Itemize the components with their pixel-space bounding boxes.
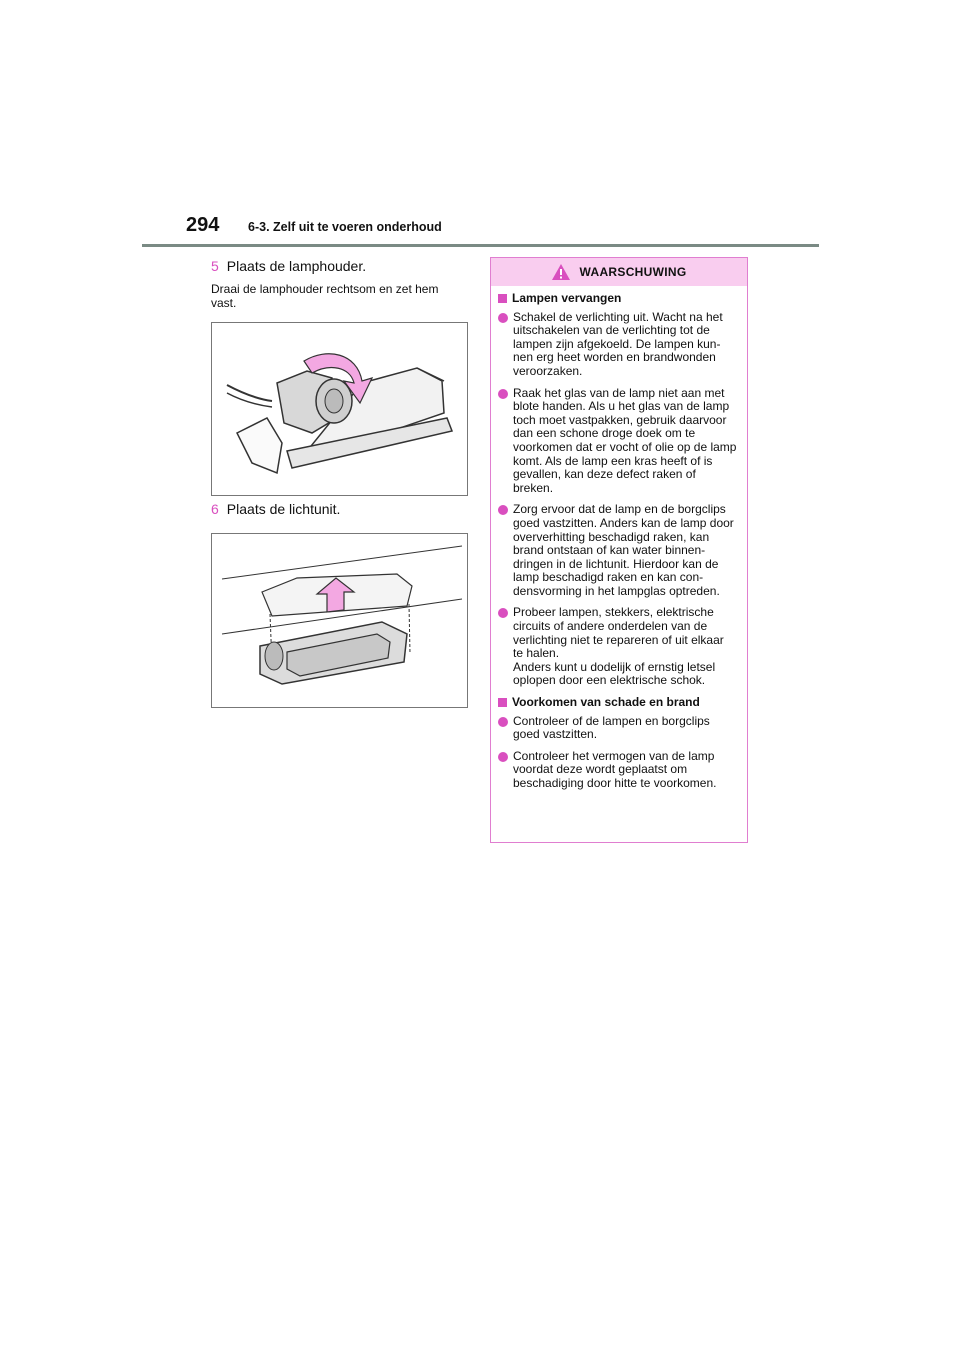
step-5	[211, 258, 366, 274]
warning-item: Probeer lampen, stekkers, elektrische circuits of andere onderdelen van de verlichting niet te repareren of uit elkaar te halen. Anders kunt u dodelijk of ernstig letsel oplopen door een elektrische schok.	[498, 606, 737, 688]
bullet-dot-icon	[498, 717, 508, 727]
warning-item: Schakel de verlichting uit. Wacht na het uitschakelen van de verlichting tot de lampen zijn afgekoeld. De lampen kun-nen erg heet worden en brandwonden veroorzaken.	[498, 311, 737, 379]
lamp-holder-illustration	[212, 323, 467, 495]
square-bullet-icon	[498, 294, 507, 303]
figure-light-unit	[211, 533, 468, 708]
bullet-dot-icon	[498, 752, 508, 762]
warning-item: Raak het glas van de lamp niet aan met blote handen. Als u het glas van de lamp toch moet vastpakken, gebruik daarvoor dan een schone droge doek om te voorkomen dat er vocht of olie op de lamp komt. Als de lamp een kras heeft of is gevallen, kan deze defect raken of breken.	[498, 387, 737, 496]
step-title: Plaats de lamphouder.	[226, 258, 367, 274]
warning-item: Controleer het vermogen van de lamp voordat deze wordt geplaatst om beschadiging door hitte te voorkomen.	[498, 750, 737, 791]
step-number: 5	[211, 258, 219, 274]
page-number: 294	[186, 214, 220, 236]
bullet-dot-icon	[498, 313, 508, 323]
warning-item: Controleer of de lampen en borgclips goed vastzitten.	[498, 715, 737, 742]
section-title: 6-3. Zelf uit te voeren onderhoud	[248, 220, 442, 234]
header-divider	[142, 244, 819, 247]
warning-section-heading: Voorkomen van schade en brand	[498, 696, 737, 710]
bullet-dot-icon	[498, 608, 508, 618]
warning-box	[490, 257, 748, 843]
warning-header	[491, 258, 747, 286]
step-description: Draai de lamphouder rechtsom en zet hem vast.	[211, 282, 439, 310]
light-unit-illustration	[212, 534, 467, 707]
bullet-dot-icon	[498, 389, 508, 399]
figure-lamp-holder	[211, 322, 468, 496]
warning-triangle-icon	[552, 264, 570, 280]
warning-body	[491, 286, 747, 791]
warning-section-heading: Lampen vervangen	[498, 292, 737, 306]
step-6	[211, 501, 340, 517]
warning-title: WAARSCHUWING	[579, 265, 687, 279]
square-bullet-icon	[498, 698, 507, 707]
bullet-dot-icon	[498, 505, 508, 515]
warning-item: Zorg ervoor dat de lamp en de borgclips goed vastzitten. Anders kan de lamp door oververhitting beschadigd raken, kan brand ontstaan of kan water binnen-dringen in de lichtunit. Hierdoor kan de lamp beschadigd raken en kan con-densvorming in het lampglas optreden.	[498, 503, 737, 598]
step-title: Plaats de lichtunit.	[226, 501, 341, 517]
step-number: 6	[211, 501, 219, 517]
